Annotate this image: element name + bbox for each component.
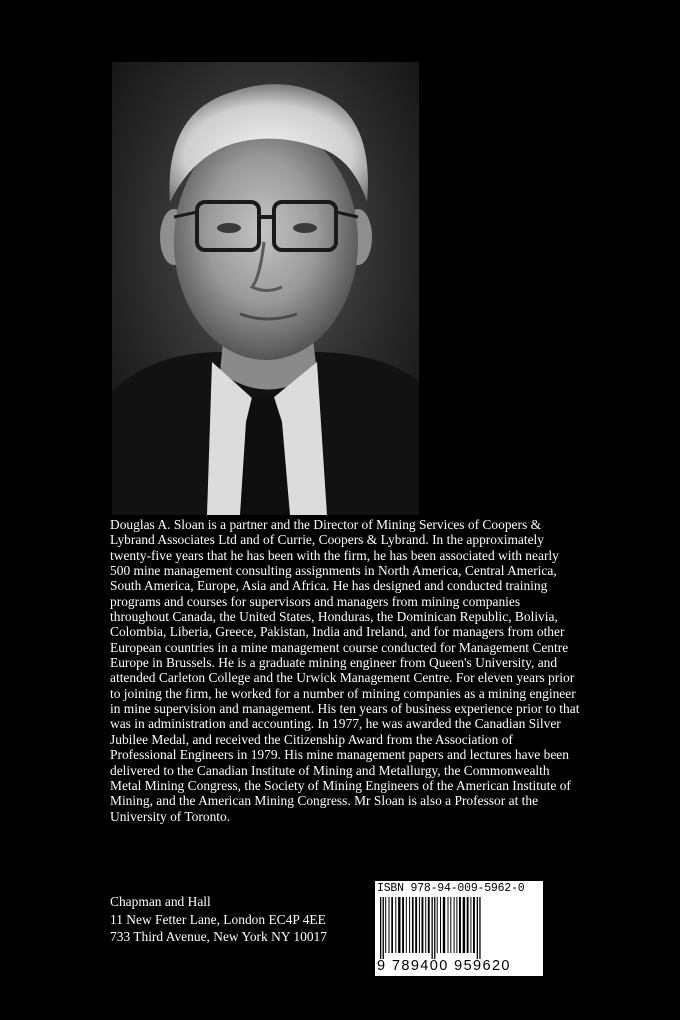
barcode-bar: [454, 897, 455, 953]
barcode-bar: [470, 897, 471, 953]
barcode-bar: [437, 897, 438, 953]
author-portrait-image: [112, 62, 419, 515]
isbn-barcode-box: [375, 881, 543, 976]
barcode-bar: [412, 897, 414, 953]
barcode-bar: [448, 897, 449, 953]
barcode-bar: [477, 897, 478, 959]
barcode-bar: [409, 897, 410, 953]
barcode-bar: [463, 897, 465, 953]
barcode-bar: [450, 897, 451, 953]
author-biography: Douglas A. Sloan is a partner and the Director of Mining Services of Coopers & Lybrand Associates Ltd and of Currie, Coopers & Lybrand. In the approximately twenty-five years that he has been with the firm, he has been associated with nearly 500 mine management consulting assignments in North America, Central America, South America, Europe, Asia and Africa. He has designed and conducted training programs and courses for supervisors and managers from mining companies throughout Canada, the United States, Honduras, the Dominican Republic, Bolivia, Colombia, Liberia, Greece, Pakistan, India and Ireland, and for managers from other European countries in a mine management course conducted for Management Centre Europe in Brussels. He is a graduate mining engineer from Queen's University, and attended Carleton College and the Urwick Management Centre. For eleven years prior to joining the firm, he worked for a number of mining companies as a mining engineer in mine supervision and management. His ten years of business experience prior to that was in administration and accounting. In 1977, he was awarded the Canadian Silver Jubilee Medal, and received the Citizenship Award from the Association of Professional Engineers in 1979. His mine management papers and lectures have been delivered to the Canadian Institute of Mining and Metallurgy, the Commonwealth Metal Mining Congress, the Society of Mining Engineers of the American Institute of Mining, and the American Mining Congress. Mr Sloan is also a Professor at the University of Toronto.: [110, 517, 580, 824]
author-photo: [112, 62, 419, 515]
barcode-bar: [440, 897, 441, 953]
publisher-name: Chapman and Hall: [110, 894, 211, 909]
barcode-bar: [479, 897, 480, 959]
barcode-bar: [456, 897, 457, 953]
barcode-bar: [383, 897, 384, 959]
barcode-bar: [395, 897, 396, 953]
barcode-bar: [434, 897, 435, 959]
barcode-bar: [432, 897, 433, 959]
barcode-bar: [391, 897, 393, 953]
barcode-bar: [443, 897, 445, 953]
barcode-bar: [473, 897, 475, 953]
barcode-bar: [415, 897, 417, 953]
barcode-bar: [402, 897, 404, 953]
barcode-bar: [428, 897, 430, 953]
isbn-label: ISBN 978-94-009-5962-0: [377, 882, 525, 895]
barcode-bar: [406, 897, 407, 953]
publisher-address-new-york: 733 Third Avenue, New York NY 10017: [110, 929, 327, 944]
barcode-digits: 9 789400 959620: [377, 958, 511, 974]
barcode-bar: [467, 897, 469, 953]
barcode-bar: [398, 897, 400, 953]
publisher-block: [110, 893, 360, 946]
barcode-bar: [389, 897, 390, 953]
barcode-bar: [385, 897, 386, 953]
publisher-address-london: 11 New Fetter Lane, London EC4P 4EE: [110, 911, 326, 927]
barcode-bar: [459, 897, 461, 953]
barcode-bar: [422, 897, 424, 953]
barcode-bar: [380, 897, 381, 959]
barcode-bar: [425, 897, 426, 953]
barcode-bar: [419, 897, 420, 953]
barcode: [378, 897, 540, 959]
